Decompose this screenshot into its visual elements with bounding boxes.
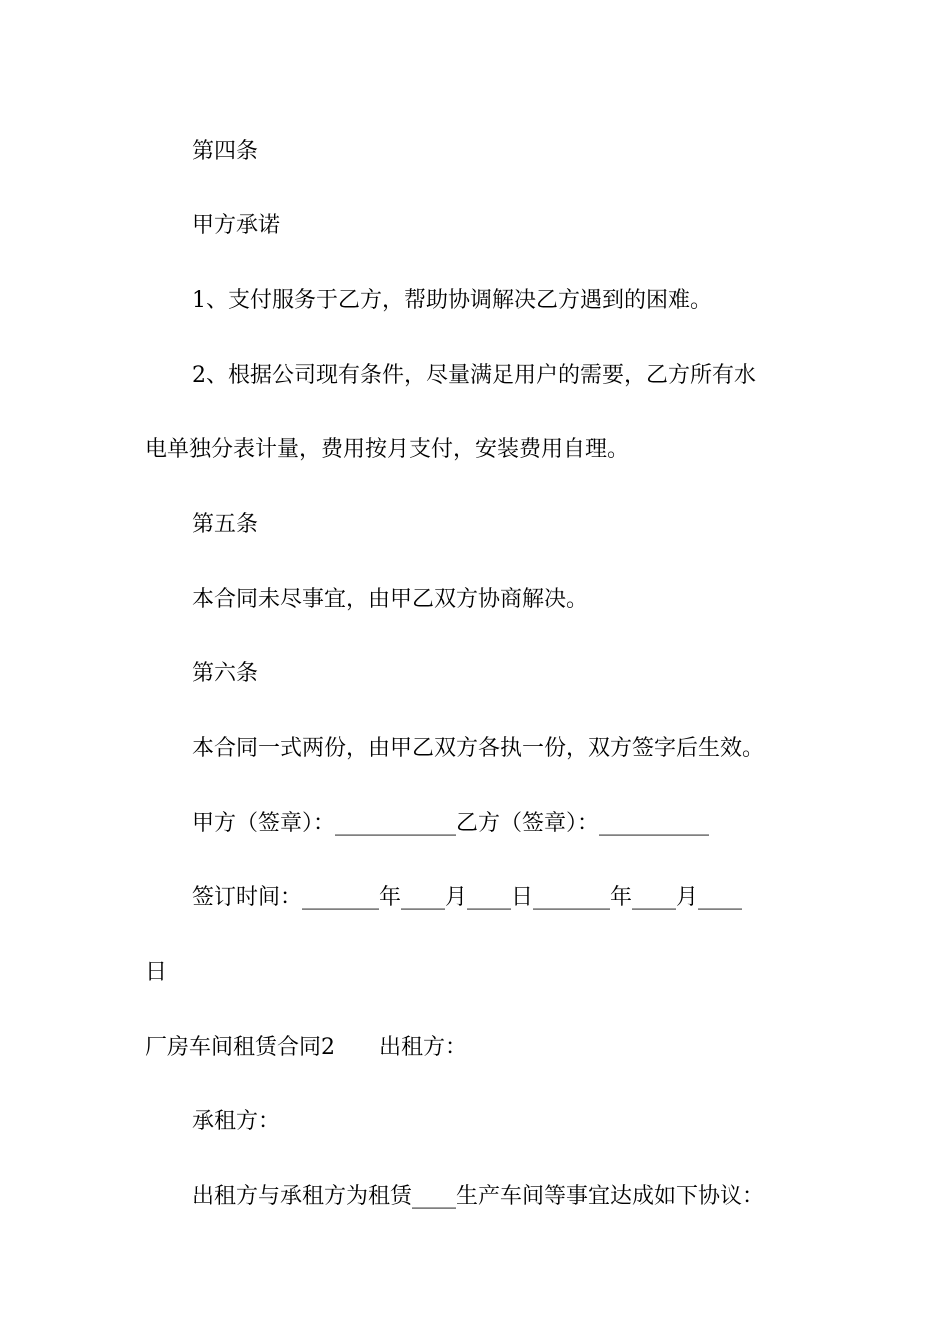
article-6-heading: 第六条 — [192, 661, 259, 686]
article-6-text: 本合同一式两份，由甲乙双方各执一份，双方签字后生效。 — [192, 736, 765, 761]
commitment-item-2: 2、根据公司现有条件，尽量满足用户的需要，乙方所有水 — [192, 363, 756, 388]
signing-date-day: 日 — [145, 960, 168, 985]
signature-line: 甲方（签章）：___________乙方（签章）：__________ — [192, 811, 710, 836]
commitment-item-1: 1、支付服务于乙方，帮助协调解决乙方遇到的困难。 — [192, 288, 712, 313]
article-5-heading: 第五条 — [192, 512, 259, 537]
commitment-item-2-continued: 电单独分表计量，费用按月支付，安装费用自理。 — [145, 437, 630, 462]
article-5-text: 本合同未尽事宜，由甲乙双方协商解决。 — [192, 587, 589, 612]
party-a-commitment-heading: 甲方承诺 — [192, 213, 281, 238]
contract-2-title: 厂房车间租赁合同2 出租方： — [145, 1035, 467, 1060]
lessee-label: 承租方： — [192, 1109, 281, 1134]
agreement-intro: 出租方与承租方为租赁____生产车间等事宜达成如下协议： — [192, 1184, 765, 1209]
signing-date-line: 签订时间：_______年____月____日_______年____月____ — [192, 885, 743, 910]
article-4-heading: 第四条 — [192, 139, 259, 164]
